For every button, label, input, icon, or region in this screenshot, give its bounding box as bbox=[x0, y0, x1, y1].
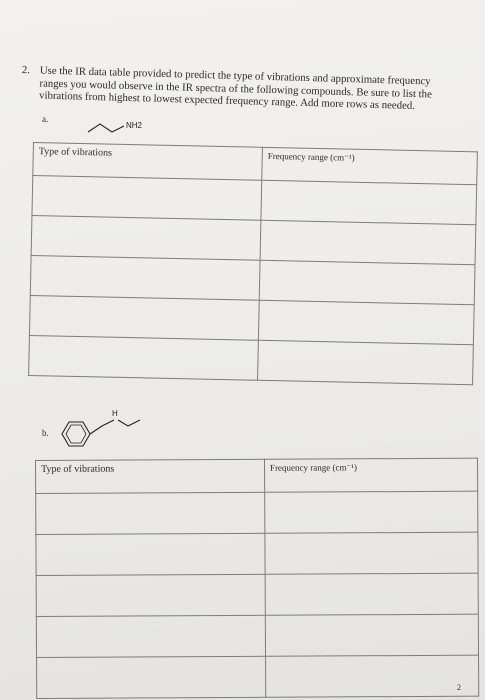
table-cell[interactable] bbox=[266, 655, 479, 697]
question-2 bbox=[21, 64, 462, 112]
table-row bbox=[36, 491, 478, 534]
table-cell[interactable] bbox=[265, 573, 478, 615]
part-a-molecule bbox=[86, 118, 166, 138]
table-cell[interactable] bbox=[260, 220, 476, 264]
table-row bbox=[36, 532, 478, 575]
table-cell[interactable] bbox=[258, 300, 474, 344]
question-number: 2. bbox=[21, 64, 31, 77]
table-cell[interactable] bbox=[37, 656, 266, 698]
page-number: 2 bbox=[457, 683, 461, 692]
header-frequency-range: Frequency range (cm⁻¹) bbox=[264, 458, 477, 492]
table-cell[interactable] bbox=[36, 615, 265, 657]
header-type-of-vibrations: Type of vibrations bbox=[36, 459, 265, 493]
table-row bbox=[37, 655, 479, 698]
part-b-table bbox=[35, 458, 479, 699]
table-cell[interactable] bbox=[36, 574, 265, 616]
table-row bbox=[36, 614, 478, 657]
question-text: Use the IR data table provided to predict the type of vibrations and approximate frequency ranges you would observe in the IR spectra of the following compounds. Be sure to list the vibrations from highest to lowest expected frequency range. Add more rows as needed. bbox=[38, 64, 433, 112]
table-cell[interactable] bbox=[261, 180, 477, 224]
table-cell[interactable] bbox=[36, 533, 265, 575]
part-b-molecule bbox=[56, 392, 146, 452]
table-cell[interactable] bbox=[259, 260, 475, 304]
part-b-label: b. bbox=[42, 428, 49, 438]
table-cell[interactable] bbox=[29, 335, 259, 380]
table-cell[interactable] bbox=[258, 340, 474, 384]
part-a-table bbox=[28, 142, 478, 385]
part-b-nh-label: H bbox=[112, 409, 118, 418]
header-frequency-range: Frequency range (cm⁻¹) bbox=[262, 147, 478, 184]
table-row bbox=[36, 573, 478, 616]
table-cell[interactable] bbox=[32, 176, 262, 221]
table-cell[interactable] bbox=[30, 255, 260, 300]
table-cell[interactable] bbox=[29, 295, 259, 340]
table-cell[interactable] bbox=[265, 614, 478, 656]
table-cell[interactable] bbox=[265, 491, 478, 533]
table-header-row bbox=[36, 458, 478, 493]
table-cell[interactable] bbox=[36, 492, 265, 534]
table-cell[interactable] bbox=[265, 532, 478, 574]
part-a-label: a. bbox=[42, 114, 49, 124]
header-type-of-vibrations: Type of vibrations bbox=[33, 143, 263, 181]
table-row bbox=[29, 335, 474, 384]
table-cell[interactable] bbox=[31, 215, 261, 260]
part-a-amine-label: NH2 bbox=[126, 121, 143, 130]
